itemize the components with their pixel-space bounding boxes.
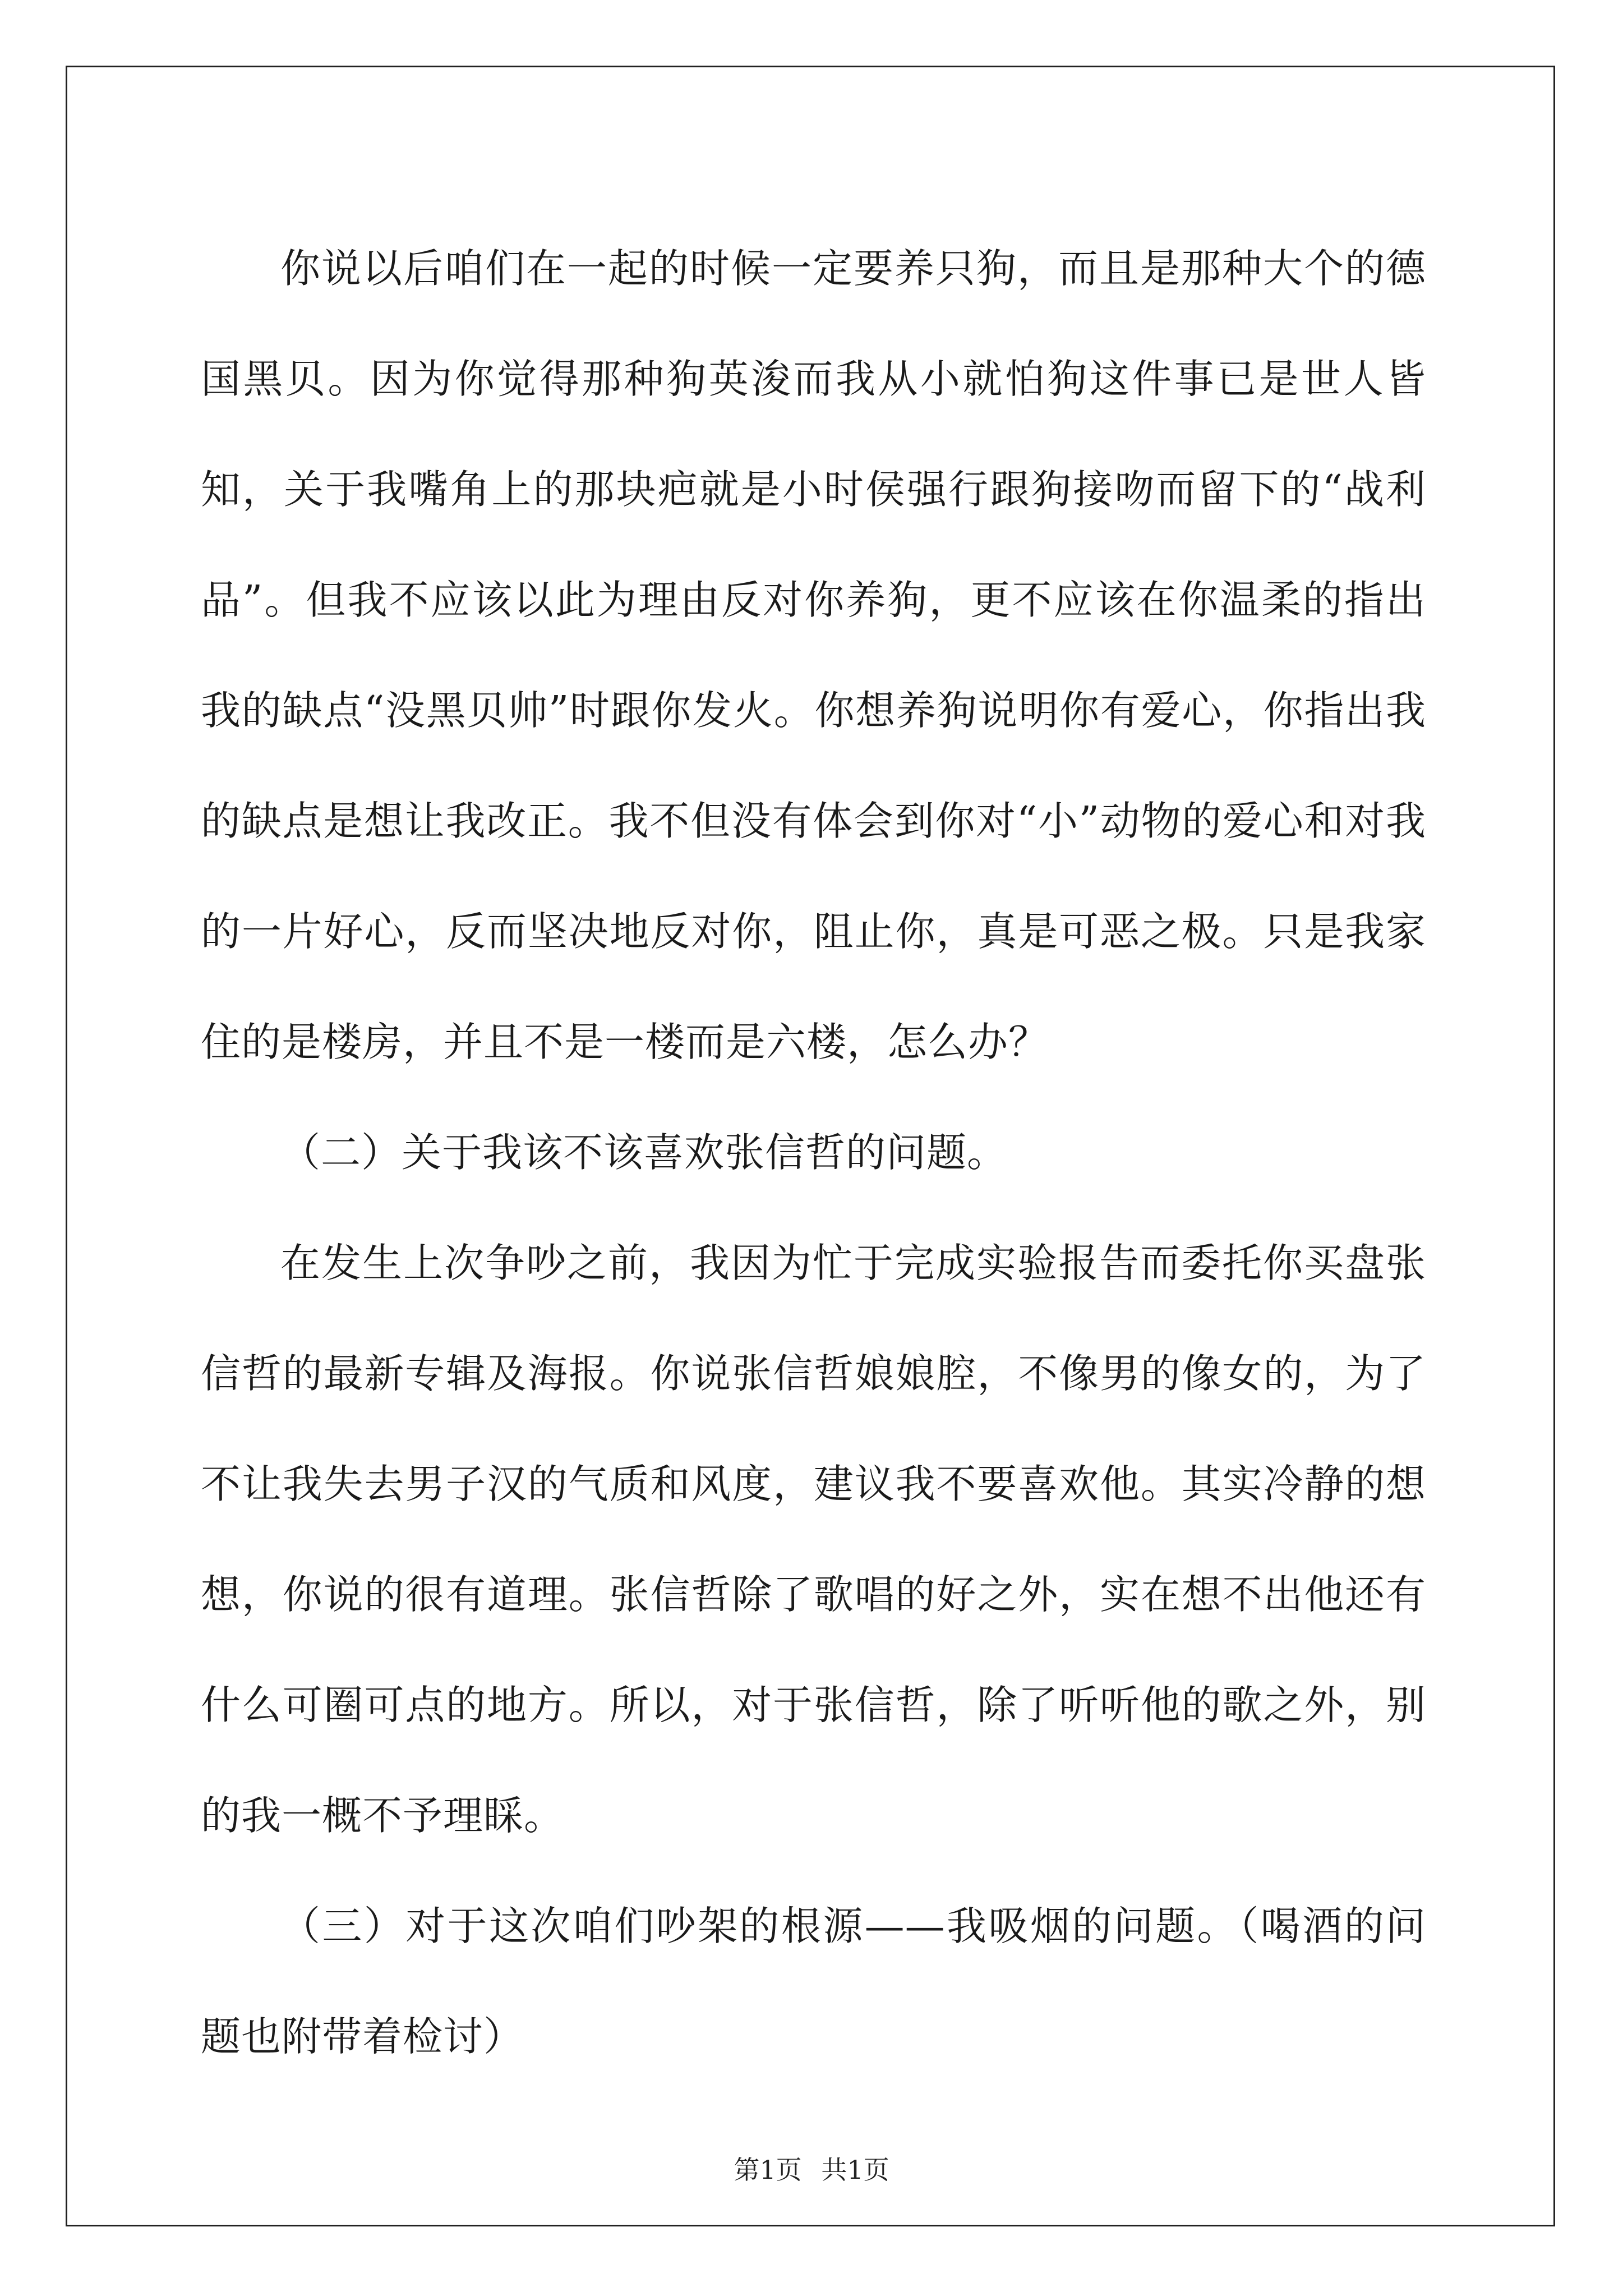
- paragraph-dog: 你说以后咱们在一起的时候一定要养只狗，而且是那种大个的德国黑贝。因为你觉得那种狗英浚而我从小就怕狗这件事已是世人皆知，关于我嘴角上的那块疤就是小时侯强行跟狗接吻而留下的“战利品”。但我不应该以此为理由反对你养狗，更不应该在你温柔的指出我的缺点“没黑贝帅”时跟你发火。你想养狗说明你有爱心，你指出我的缺点是想让我改正。我不但没有体会到你对“小”动物的爱心和对我的一片好心，反而坚决地反对你，阻止你，真是可恶之极。只是我家住的是楼房，并且不是一楼而是六楼，怎么办？: [201, 245, 1426, 1065]
- page-total: 共1页: [821, 2155, 889, 2185]
- heading-section-three: （三）对于这次咱们吵架的根源——我吸烟的问题。（喝酒的问题也附带着检讨）: [201, 1903, 1426, 2060]
- page-footer: [0, 2150, 1623, 2187]
- page-number: 第1页: [734, 2155, 802, 2185]
- document-body: [201, 213, 1426, 2092]
- paragraph-zhang-xinzhe: 在发生上次争吵之前，我因为忙于完成实验报告而委托你买盘张信哲的最新专辑及海报。你说张信哲娘娘腔，不像男的像女的，为了不让我失去男子汉的气质和风度，建议我不要喜欢他。其实冷静的想想，你说的很有道理。张信哲除了歌唱的好之外，实在想不出他还有什么可圈可点的地方。所以，对于张信哲，除了听听他的歌之外，别的我一概不予理睬。: [201, 1240, 1426, 1839]
- heading-section-two: （二）关于我该不该喜欢张信哲的问题。: [280, 1129, 1008, 1176]
